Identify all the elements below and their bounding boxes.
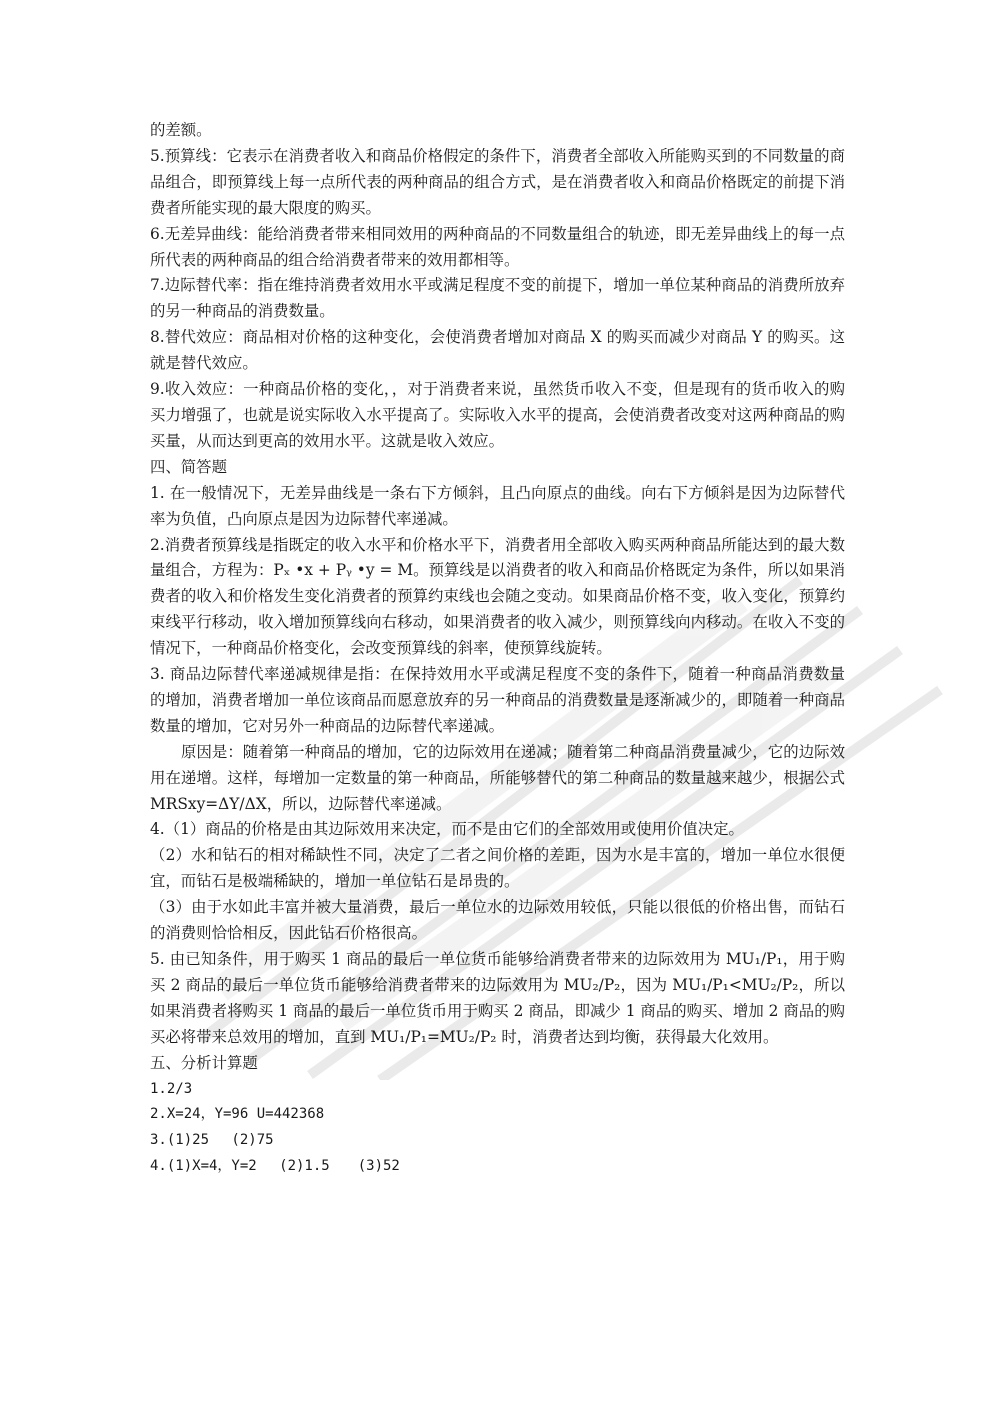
calc-answer-2: 2.X=24，Y=96 U=442368 (150, 1106, 325, 1123)
definition-indifference-curve: 6.无差异曲线：能给消费者带来相同效用的两种商品的不同数量组合的轨迹，即无差异曲线上的每一点所代表的两种商品的组合给消费者带来的效用都相等。 (150, 224, 845, 269)
definition-income-effect: 9.收入效应：一种商品价格的变化，，对于消费者来说，虽然货币收入不变，但是现有的货币收入的购买力增强了，也就是说实际收入水平提高了。实际收入水平的提高，会使消费者改变对这两种商品的购买量，从而达到更高的效用水平。这就是收入效应。 (150, 380, 845, 450)
answer-4-part-1: 4.（1）商品的价格是由其边际效用来决定，而不是由它们的全部效用或使用价值决定。 (150, 820, 744, 839)
answer-3: 3. 商品边际替代率递减规律是指：在保持效用水平或满足程度不变的条件下，随着一种商品消费数量的增加，消费者增加一单位该商品而愿意放弃的另一种商品的消费数量是逐渐减少的，即随着一种商品数量的增加，它对另外一种商品的边际替代率递减。 (150, 665, 845, 735)
calc-answer-3: 3.(1)25 (2)75 (150, 1132, 274, 1149)
definition-mrs: 7.边际替代率：指在维持消费者效用水平或满足程度不变的前提下，增加一单位某种商品的消费所放弃的另一种商品的消费数量。 (150, 276, 845, 321)
section-heading-short-answer: 四、简答题 (150, 457, 227, 476)
answer-5: 5. 由已知条件，用于购买 1 商品的最后一单位货币能够给消费者带来的边际效用为 MU₁/P₁，用于购买 2 商品的最后一单位货币能够给消费者带来的边际效用为 MU₂/P₂，因为 MU₁/P₁<MU₂/P₂，所以如果消费者将购买 1 商品的最后一单位货币用于购买 2 商品，即减少 1 商品的购买、增加 2 商品的购买必将带来总效用的增加，直到 MU₁/P₁=MU₂/P₂ 时，消费者达到均衡，获得最大化效用。 (150, 950, 845, 1046)
answer-2: 2.消费者预算线是指既定的收入水平和价格水平下，消费者用全部收入购买两种商品所能达到的最大数量组合，方程为：Pₓ •x + Pᵧ •y = M。预算线是以消费者的收入和商品价格既定为条件，所以如果消费者的收入和价格发生变化消费者的预算约束线也会随之变动。如果商品价格不变，收入变化，预算约束线平行移动，收入增加预算线向右移动，如果消费者的收入减少，则预算线向内移动。在收入不变的情况下，一种商品价格变化，会改变预算线的斜率，使预算线旋转。 (150, 535, 845, 658)
answer-1: 1. 在一般情况下，无差异曲线是一条右下方倾斜，且凸向原点的曲线。向右下方倾斜是因为边际替代率为负值，凸向原点是因为边际替代率递减。 (150, 483, 845, 528)
answer-4-part-3: （3）由于水如此丰富并被大量消费，最后一单位水的边际效用较低，只能以很低的价格出售，而钻石的消费则恰恰相反，因此钻石价格很高。 (150, 898, 845, 943)
section-heading-calculation: 五、分析计算题 (150, 1053, 258, 1072)
paragraph-cont: 的差额。 (150, 121, 212, 139)
document-body (150, 118, 845, 1180)
definition-budget-line: 5.预算线：它表示在消费者收入和商品价格假定的条件下，消费者全部收入所能购买到的不同数量的商品组合，即预算线上每一点所代表的两种商品的组合方式，是在消费者收入和商品价格既定的前提下消费者所能实现的最大限度的购买。 (150, 146, 845, 217)
answer-3-reason: 原因是：随着第一种商品的增加，它的边际效用在递减；随着第二种商品消费量减少，它的边际效用在递增。这样，每增加一定数量的第一种商品，所能够替代的第二种商品的数量越来越少，根据公式 MRSxy=ΔY/ΔX，所以，边际替代率递减。 (150, 742, 845, 813)
calc-answer-1: 1.2/3 (150, 1080, 193, 1097)
calc-answer-4: 4.(1)X=4，Y=2 (2)1.5 (3)52 (150, 1158, 400, 1175)
answer-4-part-2: （2）水和钻石的相对稀缺性不同，决定了二者之间价格的差距，因为水是丰富的，增加一单位水很便宜，而钻石是极端稀缺的，增加一单位钻石是昂贵的。 (150, 846, 845, 891)
definition-substitution-effect: 8.替代效应：商品相对价格的这种变化，会使消费者增加对商品 X 的购买而减少对商品 Y 的购买。这就是替代效应。 (150, 328, 845, 373)
